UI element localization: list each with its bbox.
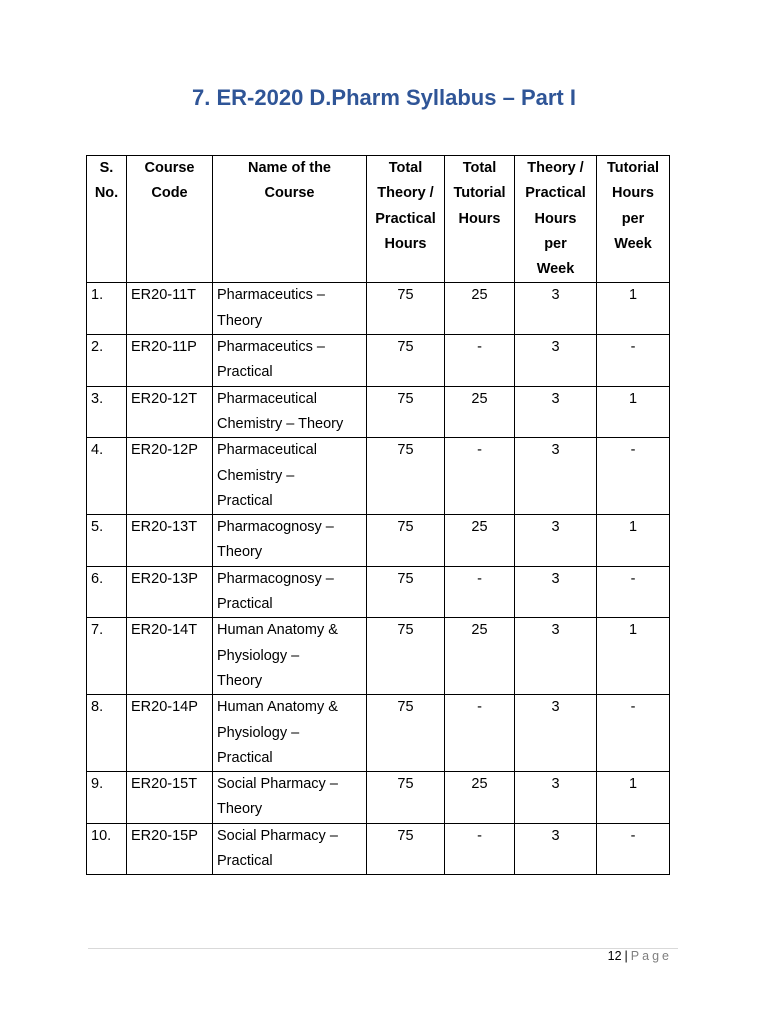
cell-total-tutorial-hours: - [445, 823, 515, 875]
cell-tutorial-hours-per-week: 1 [597, 515, 670, 567]
cell-text-line: Practical [525, 185, 586, 202]
cell-total-tutorial-hours: 25 [445, 618, 515, 695]
cell-tutorial-hours-per-week: - [597, 823, 670, 875]
cell-course-code: ER20-12T [127, 386, 213, 438]
table-row [87, 283, 670, 335]
table-row [87, 695, 670, 772]
cell-text-line: Pharmacognosy – [217, 519, 334, 536]
cell-sno: 6. [87, 566, 127, 618]
cell-total-theory-practical-hours: 75 [367, 695, 445, 772]
cell-text-line: Chemistry – [217, 467, 295, 484]
cell-tutorial-hours-per-week: 1 [597, 618, 670, 695]
cell-total-theory-practical-hours: 75 [367, 566, 445, 618]
cell-text-line: Pharmaceutical [217, 442, 317, 459]
cell-sno: 10. [87, 823, 127, 875]
cell-course-code: ER20-15T [127, 772, 213, 824]
header-course-name [213, 156, 367, 283]
cell-tutorial-hours-per-week: - [597, 438, 670, 515]
cell-text-line: Human Anatomy & [217, 699, 338, 716]
cell-text-line: No. [94, 185, 119, 202]
cell-theory-practical-hours-per-week: 3 [515, 283, 597, 335]
cell-text-line: Practical [217, 492, 273, 509]
cell-text-line: Pharmaceutics – [217, 287, 325, 304]
cell-course-name [213, 823, 367, 875]
cell-text-line: Name of the [248, 160, 331, 176]
cell-course-code: ER20-11P [127, 335, 213, 387]
table-row [87, 566, 670, 618]
cell-text-line: per [544, 235, 567, 252]
cell-text-line: Social Pharmacy – [217, 827, 338, 844]
table-row [87, 515, 670, 567]
cell-text-line: Theory [217, 544, 263, 561]
cell-total-tutorial-hours: 25 [445, 283, 515, 335]
cell-total-theory-practical-hours: 75 [367, 386, 445, 438]
table-row [87, 386, 670, 438]
cell-sno: 7. [87, 618, 127, 695]
cell-text-line: Practical [217, 749, 273, 766]
cell-theory-practical-hours-per-week: 3 [515, 823, 597, 875]
cell-text-line: Pharmaceutics – [217, 339, 325, 356]
cell-total-theory-practical-hours: 75 [367, 772, 445, 824]
cell-total-tutorial-hours: - [445, 335, 515, 387]
cell-text-line: S. [99, 160, 114, 176]
cell-text-line: Theory [217, 801, 263, 818]
cell-text-line: Pharmaceutical [217, 390, 317, 407]
cell-text-line: Physiology – [217, 647, 300, 664]
cell-course-code: ER20-11T [127, 283, 213, 335]
table-row [87, 335, 670, 387]
table-header-row [87, 156, 670, 283]
cell-sno: 4. [87, 438, 127, 515]
cell-total-tutorial-hours: - [445, 438, 515, 515]
cell-sno: 9. [87, 772, 127, 824]
cell-text-line: Practical [217, 596, 273, 613]
cell-total-tutorial-hours: 25 [445, 386, 515, 438]
footer-divider [88, 948, 678, 949]
cell-sno: 8. [87, 695, 127, 772]
cell-text-line: Total [462, 160, 497, 176]
cell-text-line: Hours [534, 210, 577, 227]
cell-text-line: Practical [375, 210, 436, 227]
cell-course-name [213, 618, 367, 695]
cell-text-line: Hours [458, 210, 501, 227]
cell-text-line: Hours [384, 235, 427, 252]
cell-text-line: Physiology – [217, 724, 300, 741]
cell-theory-practical-hours-per-week: 3 [515, 515, 597, 567]
footer-separator: | [624, 949, 628, 963]
cell-course-name [213, 386, 367, 438]
cell-total-tutorial-hours: 25 [445, 772, 515, 824]
header-total-tutorial-hours [445, 156, 515, 283]
cell-text-line: Chemistry – Theory [217, 415, 344, 432]
cell-total-tutorial-hours: 25 [445, 515, 515, 567]
cell-theory-practical-hours-per-week: 3 [515, 335, 597, 387]
cell-tutorial-hours-per-week: - [597, 335, 670, 387]
cell-text-line: Social Pharmacy – [217, 776, 338, 793]
cell-text-line: Week [536, 261, 575, 278]
cell-text-line: Week [614, 235, 652, 252]
cell-text-line: Code [151, 185, 188, 202]
page-number: 12 [607, 949, 622, 963]
cell-text-line: Total [388, 160, 423, 176]
cell-text-line: Course [144, 160, 195, 176]
page-title: 7. ER-2020 D.Pharm Syllabus – Part I [192, 85, 576, 110]
cell-course-code: ER20-14P [127, 695, 213, 772]
cell-text-line: Theory [217, 312, 263, 329]
cell-theory-practical-hours-per-week: 3 [515, 618, 597, 695]
table-row [87, 438, 670, 515]
cell-theory-practical-hours-per-week: 3 [515, 566, 597, 618]
table-row [87, 618, 670, 695]
cell-tutorial-hours-per-week: 1 [597, 283, 670, 335]
cell-total-theory-practical-hours: 75 [367, 823, 445, 875]
cell-total-theory-practical-hours: 75 [367, 283, 445, 335]
cell-course-name [213, 283, 367, 335]
cell-text-line: Tutorial [606, 160, 660, 176]
cell-theory-practical-hours-per-week: 3 [515, 438, 597, 515]
cell-tutorial-hours-per-week: 1 [597, 386, 670, 438]
cell-total-theory-practical-hours: 75 [367, 438, 445, 515]
cell-theory-practical-hours-per-week: 3 [515, 695, 597, 772]
cell-sno: 3. [87, 386, 127, 438]
cell-text-line: Pharmacognosy – [217, 570, 334, 587]
cell-total-theory-practical-hours: 75 [367, 335, 445, 387]
cell-course-code: ER20-12P [127, 438, 213, 515]
header-sno [87, 156, 127, 283]
cell-total-tutorial-hours: - [445, 566, 515, 618]
cell-text-line: Course [264, 185, 315, 202]
cell-text-line: per [621, 210, 645, 227]
cell-tutorial-hours-per-week: 1 [597, 772, 670, 824]
cell-course-name [213, 566, 367, 618]
cell-course-code: ER20-15P [127, 823, 213, 875]
table-row [87, 823, 670, 875]
cell-total-theory-practical-hours: 75 [367, 515, 445, 567]
cell-text-line: Practical [217, 364, 273, 381]
cell-text-line: Human Anatomy & [217, 622, 338, 639]
cell-course-name [213, 438, 367, 515]
cell-course-code: ER20-13P [127, 566, 213, 618]
cell-theory-practical-hours-per-week: 3 [515, 386, 597, 438]
cell-course-name [213, 772, 367, 824]
cell-total-tutorial-hours: - [445, 695, 515, 772]
cell-text-line: Theory / [527, 160, 584, 176]
cell-sno: 5. [87, 515, 127, 567]
page-label: Page [630, 949, 672, 963]
cell-total-theory-practical-hours: 75 [367, 618, 445, 695]
cell-course-name [213, 695, 367, 772]
cell-text-line: Hours [612, 185, 654, 202]
header-course-code [127, 156, 213, 283]
cell-sno: 2. [87, 335, 127, 387]
cell-course-code: ER20-14T [127, 618, 213, 695]
cell-tutorial-hours-per-week: - [597, 695, 670, 772]
cell-course-name [213, 335, 367, 387]
cell-tutorial-hours-per-week: - [597, 566, 670, 618]
syllabus-table [86, 155, 670, 875]
cell-text-line: Tutorial [453, 185, 506, 202]
header-theory-practical-hours-per-week [515, 156, 597, 283]
page-footer [608, 949, 672, 963]
header-tutorial-hours-per-week [597, 156, 670, 283]
cell-course-name [213, 515, 367, 567]
cell-text-line: Theory / [377, 185, 434, 202]
cell-course-code: ER20-13T [127, 515, 213, 567]
header-total-theory-practical-hours [367, 156, 445, 283]
cell-sno: 1. [87, 283, 127, 335]
cell-text-line: Practical [217, 853, 273, 870]
cell-theory-practical-hours-per-week: 3 [515, 772, 597, 824]
cell-text-line: Theory [217, 672, 263, 689]
table-row [87, 772, 670, 824]
